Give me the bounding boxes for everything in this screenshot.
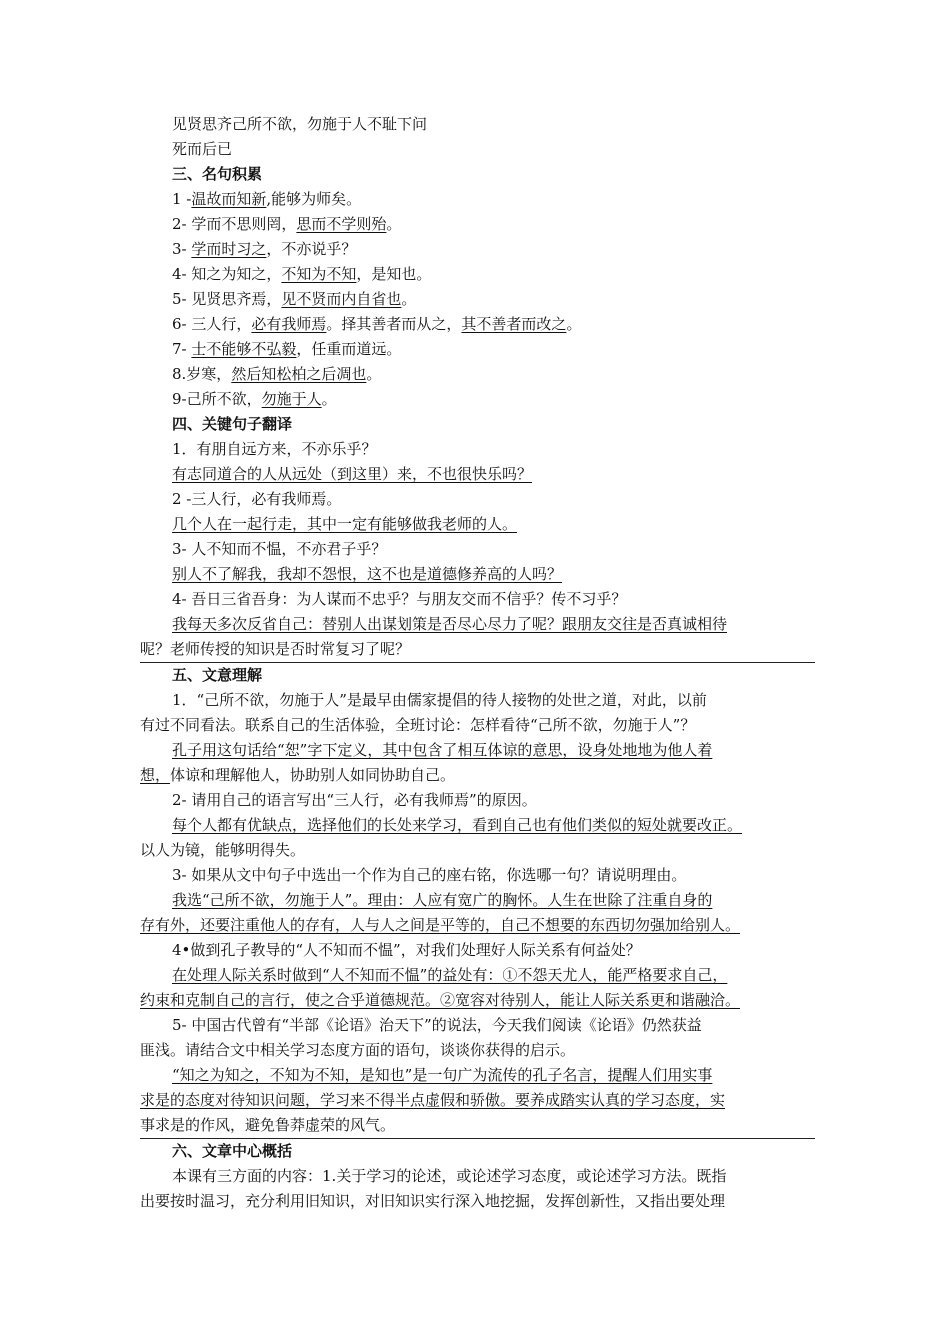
answer-line: 求是的态度对待知识问题，学习来不得半点虚假和骄傲。要养成踏实认真的学习态度，实 xyxy=(140,1091,726,1109)
quote-answer: 不知为不知 xyxy=(281,265,357,283)
quote-text: ,能够为师矣。 xyxy=(266,190,362,208)
answer-line: 孔子用这句话给“恕”字下定义，其中包含了相互体谅的意思，设身处地地为他人着 xyxy=(172,741,713,759)
quote-text: 7- xyxy=(172,340,192,358)
quote-item xyxy=(140,362,815,387)
answer-line: “知之为知之，不知为不知，是知也”是一句广为流传的孔子名言，提醒人们用实事 xyxy=(172,1066,713,1084)
section-heading-6: 六、文章中心概括 xyxy=(172,1142,293,1160)
quote-answer: 思而不学则殆 xyxy=(296,215,387,233)
quote-text: 2- 学而不思则罔， xyxy=(172,215,297,233)
question-line: 有过不同看法。联系自己的生活体验，全班讨论：怎样看待“己所不欲，勿施于人”？ xyxy=(140,716,696,734)
text-line: 见贤思齐己所不欲，勿施于人不耻下问 xyxy=(172,115,428,133)
quote-text: 。 xyxy=(366,365,382,383)
quote-answer: 然后知松柏之后凋也 xyxy=(231,365,367,383)
question-line: 4•做到孔子教导的“人不知而不愠”，对我们处理好人际关系有何益处？ xyxy=(172,941,641,959)
answer-line: 存有外，还要注重他人的存有，人与人之间是平等的，自己不想要的东西切勿强加给别人。 xyxy=(140,916,741,934)
quote-item xyxy=(140,262,815,287)
text-line: 出要按时温习，充分利用旧知识，对旧知识实行深入地挖掘，发挥创新性，又指出要处理 xyxy=(140,1192,726,1210)
quote-text: 6- 三人行， xyxy=(172,315,252,333)
section-heading-4: 四、关键句子翻译 xyxy=(172,415,293,433)
quote-item xyxy=(140,312,815,337)
question-line: 2- 请用自己的语言写出“三人行，必有我师焉”的原因。 xyxy=(172,791,537,809)
quote-answer: 见不贤而内自省也 xyxy=(281,290,402,308)
quote-text: 4- 知之为知之， xyxy=(172,265,282,283)
quote-item xyxy=(140,387,815,412)
quote-text: 。 xyxy=(386,215,402,233)
answer-line: 呢？老师传授的知识是否时常复习了呢？ xyxy=(140,637,815,663)
quote-text: 。择其善者而从之， xyxy=(326,315,462,333)
answer-line: 想，体谅和理解他人，协助别人如同协助自己。 xyxy=(140,766,456,784)
quote-text: 。 xyxy=(321,390,337,408)
question-line: 匪浅。请结合文中相关学习态度方面的语句，谈谈你获得的启示。 xyxy=(140,1041,576,1059)
section-heading-5: 五、文意理解 xyxy=(172,666,263,684)
quote-item xyxy=(140,237,815,262)
question-line: 3- 如果从文中句子中选出一个作为自己的座右铭，你选哪一句？请说明理由。 xyxy=(172,866,687,884)
question-line: 3- 人不知而不愠，不亦君子乎？ xyxy=(172,540,387,558)
quote-text: 3- xyxy=(172,240,192,258)
quote-text: 9-己所不欲， xyxy=(172,390,262,408)
answer-line: 约束和克制自己的言行，使之合乎道德规范。②宽容对待别人，能让人际关系更和谐融洽。 xyxy=(140,991,741,1009)
text-line: 本课有三方面的内容：1.关于学习的论述，或论述学习态度，或论述学习方法。既指 xyxy=(172,1167,727,1185)
quote-text: 5- 见贤思齐焉， xyxy=(172,290,282,308)
quote-answer: 必有我师焉 xyxy=(251,315,327,333)
answer-line: 以人为镜，能够明得失。 xyxy=(140,841,306,859)
answer-line: 事求是的作风，避免鲁莽虚荣的风气。 xyxy=(140,1113,815,1139)
answer-line: 每个人都有优缺点，选择他们的长处来学习，看到自己也有他们类似的短处就要改正。 xyxy=(172,816,743,834)
answer-line: 我每天多次反省自己：替别人出谋划策是否尽心尽力了呢？跟朋友交往是否真诚相待 xyxy=(172,615,728,633)
quote-text: ，是知也。 xyxy=(356,265,432,283)
quote-text: 8.岁寒， xyxy=(172,365,232,383)
text-line: 死而后已 xyxy=(172,140,233,158)
question-line: 1．“己所不欲，勿施于人”是最早由儒家提倡的待人接物的处世之道，对此，以前 xyxy=(172,691,707,709)
quote-item xyxy=(140,187,815,212)
question-line: 1．有朋自远方来，不亦乐乎？ xyxy=(172,440,377,458)
question-line: 2 -三人行，必有我师焉。 xyxy=(172,490,342,508)
quote-answer: 温故而知新 xyxy=(191,190,267,208)
answer-line: 有志同道合的人从远处（到这里）来，不也很快乐吗？ xyxy=(172,465,533,483)
quote-text: ，不亦说乎？ xyxy=(266,240,357,258)
quote-item xyxy=(140,337,815,362)
quote-text: ，任重而道远。 xyxy=(296,340,402,358)
quote-answer: 士不能够不弘毅 xyxy=(191,340,297,358)
section-heading-3: 三、名句积累 xyxy=(172,165,263,183)
quote-answer: 学而时习之 xyxy=(191,240,267,258)
document-page xyxy=(140,112,815,1214)
answer-line: 几个人在一起行走，其中一定有能够做我老师的人。 xyxy=(172,515,518,533)
quote-text: 。 xyxy=(566,315,582,333)
quote-text: 1 - xyxy=(172,190,192,208)
quote-item xyxy=(140,287,815,312)
quote-item xyxy=(140,212,815,237)
answer-line: 别人不了解我，我却不怨恨，这不也是道德修养高的人吗？ xyxy=(172,565,563,583)
quote-answer: 勿施于人 xyxy=(261,390,322,408)
quote-answer: 其不善者而改之 xyxy=(461,315,567,333)
quote-text: 。 xyxy=(401,290,417,308)
answer-line: 在处理人际关系时做到“人不知而不愠”的益处有：①不怨天尤人，能严格要求自己， xyxy=(172,966,728,984)
answer-line: 我选“己所不欲，勿施于人”。理由：人应有宽广的胸怀。人生在世除了注重自身的 xyxy=(172,891,713,909)
question-line: 4- 吾日三省吾身：为人谋而不忠乎？与朋友交而不信乎？传不习乎？ xyxy=(172,590,627,608)
question-line: 5- 中国古代曾有“半部《论语》治天下”的说法，今天我们阅读《论语》仍然获益 xyxy=(172,1016,702,1034)
